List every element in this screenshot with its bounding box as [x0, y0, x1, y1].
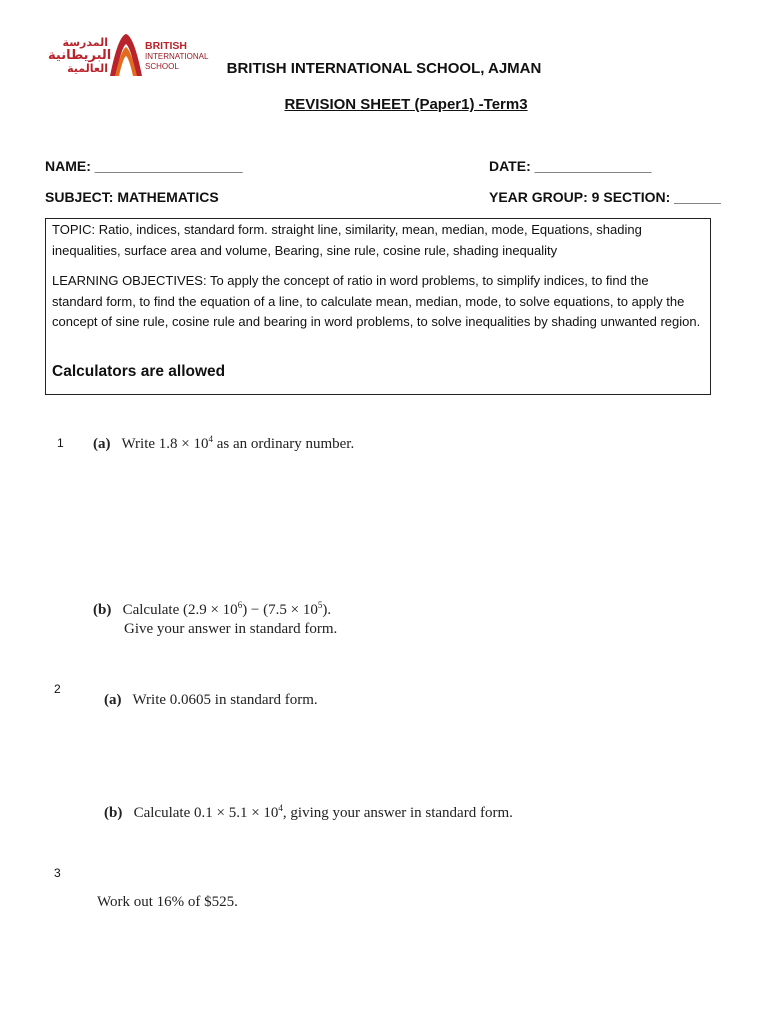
- question-number-1: 1: [57, 436, 64, 450]
- question-2b: [104, 803, 513, 822]
- exponent: 6: [237, 600, 243, 610]
- logo-school: SCHOOL: [145, 62, 179, 71]
- part-label: (b): [104, 805, 123, 821]
- question-3: Work out 16% of $525.: [97, 894, 238, 910]
- question-1b: [93, 600, 331, 619]
- exponent: 4: [278, 803, 283, 813]
- part-label: (b): [93, 602, 112, 618]
- question-text: Calculate 0.1 × 5.1 × 10: [133, 805, 279, 821]
- name-field: NAME: ___________________: [45, 158, 243, 174]
- question-1a: [93, 434, 354, 453]
- calculators-note: Calculators are allowed: [52, 363, 226, 380]
- logo-arabic-line-2: البريطانية: [48, 48, 112, 63]
- subject-field: SUBJECT: MATHEMATICS: [45, 189, 219, 205]
- school-title: BRITISH INTERNATIONAL SCHOOL, AJMAN: [226, 60, 542, 77]
- question-2a: [104, 692, 318, 709]
- year-group-field: YEAR GROUP: 9 SECTION: ______: [489, 189, 721, 205]
- question-number-3: 3: [54, 866, 61, 880]
- part-label: (a): [104, 692, 122, 708]
- question-text: Calculate (2.9 × 10: [122, 602, 238, 618]
- learning-objectives-text: LEARNING OBJECTIVES: To apply the concept of ratio in word problems, to simplify indices, to find the standard form, to find the equation of a line, to calculate mean, median, mode, to solve equations, to apply the concept of sine rule, cosine rule and bearing in word problems, to solve inequalities by shading unwanted region.: [52, 273, 701, 329]
- question-text: ).: [322, 602, 332, 618]
- question-text: as an ordinary number.: [213, 436, 355, 452]
- sheet-title: REVISION SHEET (Paper1) -Term3: [284, 96, 528, 113]
- part-label: (a): [93, 436, 111, 452]
- logo-british: BRITISH: [145, 40, 187, 52]
- date-field: DATE: _______________: [489, 158, 652, 174]
- question-text: Write 1.8 × 10: [121, 436, 209, 452]
- question-text: Write 0.0605 in standard form.: [132, 692, 318, 708]
- topic-text: TOPIC: Ratio, indices, standard form. straight line, similarity, mean, median, mode, Equations, shading inequalities, surface area and volume, Bearing, sine rule, cosine rule, shading inequality: [52, 222, 642, 258]
- question-text: ) − (7.5 × 10: [242, 602, 318, 618]
- exponent: 5: [317, 600, 323, 610]
- logo-international: INTERNATIONAL: [145, 52, 209, 61]
- logo-arabic-line-3: العالمية: [67, 62, 108, 75]
- question-text: , giving your answer in standard form.: [282, 805, 513, 821]
- logo-arabic-line-1: المدرسة: [62, 36, 108, 49]
- question-1b-line2: Give your answer in standard form.: [124, 621, 338, 637]
- exponent: 4: [208, 434, 213, 444]
- topic-box: [45, 218, 711, 395]
- question-number-2: 2: [54, 682, 61, 696]
